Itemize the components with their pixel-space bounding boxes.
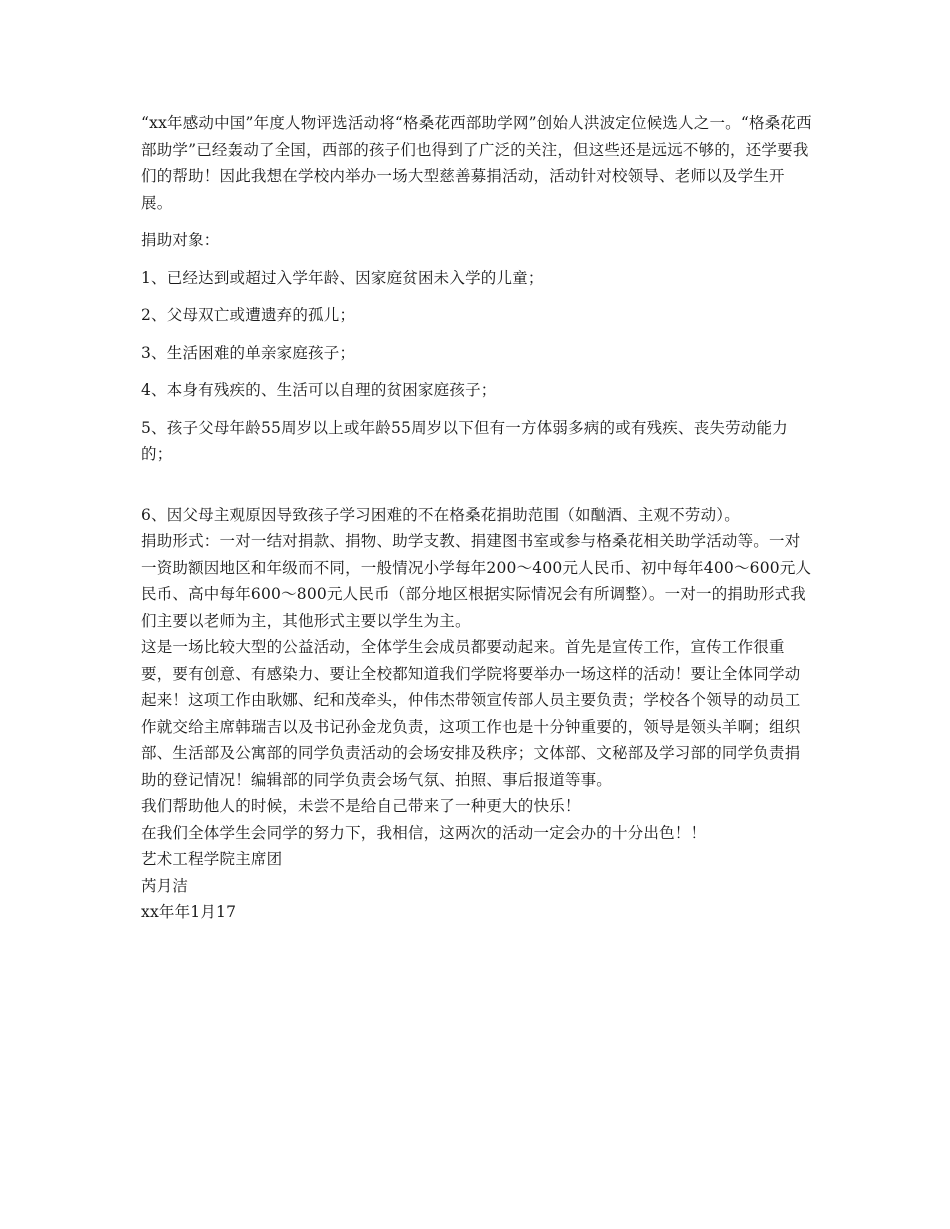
target-heading: 捐助对象： bbox=[141, 231, 220, 249]
activity-plan-paragraph: 这是一场比较大型的公益活动，全体学生会成员都要动起来。首先是宣传工作，宣传工作很重要，要有创意、有感染力、要让全校都知道我们学院将要举办一场这样的活动！要让全体同学动起来！这项工作由耿娜、纪和茂牵头，仲伟杰带领宣传部人员主要负责；学校各个领导的动员工作就交给主席韩瑞吉以及书记孙金龙负责，这项工作也是十分钟重要的，领导是领头羊啊；组织部、生活部及公寓部的同学负责活动的会场安排及秩序；文体部、文秘部及学习部的同学负责捐助的登记情况！编辑部的同学负责会场气氛、拍照、事后报道等事。 bbox=[141, 638, 801, 789]
signature-date: xx年年1月17 bbox=[141, 903, 237, 921]
signature-organization: 艺术工程学院主席团 bbox=[141, 850, 283, 868]
target-item-3: 3、生活困难的单亲家庭孩子； bbox=[141, 343, 356, 362]
donation-form-paragraph: 捐助形式：一对一结对捐款、捐物、助学支教、捐建图书室或参与格桑花相关助学活动等。一对一资助额因地区和年级而不同，一般情况小学每年200～400元人民币、初中每年400～600元人民币、高中每年600～800元人民币（部分地区根据实际情况会有所调整）。一对一的捐助形式我们主要以老师为主，其他形式主要以学生为主。 bbox=[141, 532, 812, 630]
signature-author: 芮月洁 bbox=[141, 876, 189, 895]
document-body bbox=[141, 110, 813, 926]
target-item-1: 1、已经达到或超过入学年龄、因家庭贫困未入学的儿童； bbox=[141, 268, 544, 287]
target-item-6: 6、因父母主观原因导致孩子学习困难的不在格桑花捐助范围（如酗酒、主观不劳动）。 bbox=[141, 505, 740, 524]
target-item-2: 2、父母双亡或遭遗弃的孤儿； bbox=[141, 306, 356, 324]
target-item-4: 4、本身有残疾的、生活可以自理的贫困家庭孩子； bbox=[141, 381, 497, 399]
target-item-5: 5、孩子父母年龄55周岁以上或年龄55周岁以下但有一方体弱多病的或有残疾、丧失劳动能力的； bbox=[141, 418, 788, 463]
closing-line-2: 在我们全体学生会同学的努力下，我相信，这两次的活动一定会办的十分出色！！ bbox=[141, 823, 707, 842]
closing-line-1: 我们帮助他人的时候，未尝不是给自己带来了一种更大的快乐！ bbox=[141, 797, 581, 815]
intro-paragraph: “xx年感动中国”年度人物评选活动将“格桑花西部助学网”创始人洪波定位候选人之一。“格桑花西部助学”已经轰动了全国，西部的孩子们也得到了广泛的关注，但这些还是远远不够的，还学要我们的帮助！因此我想在学校内举办一场大型慈善募捐活动，活动针对校领导、老师以及学生开展。 bbox=[141, 114, 812, 212]
